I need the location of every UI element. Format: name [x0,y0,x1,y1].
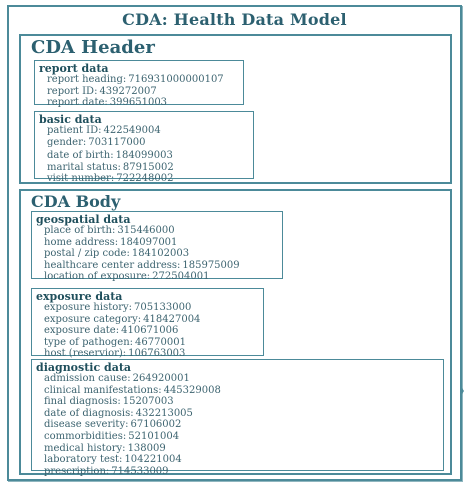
field-value: 432213005 [135,407,193,419]
field-value: 722248002 [116,173,174,185]
field-value: 184099003 [115,150,173,162]
report-data-title: report data [39,62,109,75]
field-value: 106763003 [128,348,186,360]
basic-data-box [34,111,254,185]
field-row [32,431,443,443]
field-row [32,337,263,349]
field-value: 703117000 [88,136,146,148]
field-value: 185975009 [182,259,240,271]
cda-body-section [19,189,452,475]
field-row [32,325,263,337]
field-row [32,260,282,272]
field-value: 104221004 [124,454,182,466]
geospatial-data-box [31,211,283,283]
field-label: date of diagnosis: [44,407,134,419]
field-value: 264920001 [132,373,190,384]
field-row [32,396,443,408]
field-row [32,237,282,249]
field-row [32,419,443,431]
field-value: 272504001 [152,271,210,283]
field-value: 714533009 [111,465,169,477]
field-label: laboratory test: [44,454,123,466]
field-label: home address: [44,236,119,248]
report-data-fields [35,74,243,109]
diagnostic-data-title: diagnostic data [36,361,132,374]
field-label: commorbidities: [44,430,127,442]
field-label: report heading: [47,74,127,85]
field-value: 315446000 [117,225,175,236]
report-data-box [34,60,244,109]
field-label: report ID: [47,85,98,97]
field-row [32,408,443,420]
field-row [35,137,253,149]
field-label: admission cause: [44,373,131,384]
field-value: 418427004 [143,313,201,325]
field-row [32,225,282,237]
field-value: 184097001 [120,236,178,248]
cda-header-section [19,34,452,184]
field-row [35,162,253,174]
health-data-model-frame [7,5,462,481]
field-row [35,86,243,98]
field-label: gender: [47,136,87,148]
field-label: final diagnosis: [44,396,121,408]
field-label: postal / zip code: [44,248,130,260]
field-row [32,466,443,478]
field-row [35,173,253,185]
field-label: visit number: [47,173,115,185]
diagram-title: CDA: Health Data Model [122,10,347,29]
field-value: 87915002 [122,161,174,173]
field-label: disease severity: [44,419,129,431]
field-label: prescription: [44,465,110,477]
field-row [32,373,443,385]
frame-edge-notch [460,385,464,397]
field-row [32,314,263,326]
field-label: place of birth: [44,225,116,236]
field-value: 138009 [127,442,166,454]
field-label: healthcare center address: [44,259,181,271]
cda-body-title: CDA Body [31,192,121,211]
field-value: 439272007 [99,85,157,97]
field-value: 184102003 [131,248,190,260]
field-row [35,97,243,109]
field-row [35,125,253,137]
field-row [35,74,243,86]
field-value: 15207003 [122,396,174,408]
field-row [32,302,263,314]
field-row [32,385,443,397]
field-label: exposure category: [44,313,142,325]
field-label: exposure history: [44,302,133,313]
field-row [32,271,282,283]
diagnostic-data-box [31,359,444,477]
field-value: 67106002 [130,419,182,431]
field-label: exposure date: [44,325,120,337]
field-value: 46770001 [135,336,186,348]
basic-data-title: basic data [39,113,102,126]
field-value: 410671006 [121,325,179,337]
cda-header-title: CDA Header [31,37,155,58]
field-label: location of exposure: [44,271,151,283]
field-value: 445329008 [163,384,221,396]
field-label: report date: [47,97,108,109]
field-label: host (reservior): [44,348,127,360]
field-value: 399651003 [109,97,168,109]
field-row [35,150,253,162]
field-row [32,248,282,260]
exposure-data-box [31,288,264,360]
exposure-data-title: exposure data [36,290,123,303]
field-label: type of pathogen: [44,336,134,348]
field-label: marital status: [47,161,121,173]
field-value: 52101004 [128,430,180,442]
field-label: clinical manifestations: [44,384,162,396]
field-value: 422549004 [103,125,161,136]
field-value: 705133000 [134,302,192,313]
field-label: patient ID: [47,125,102,136]
field-value: 716931000000107 [128,74,224,85]
field-label: medical history: [44,442,126,454]
geospatial-data-title: geospatial data [36,213,131,226]
field-row [32,454,443,466]
field-row [32,443,443,455]
field-label: date of birth: [47,150,114,162]
